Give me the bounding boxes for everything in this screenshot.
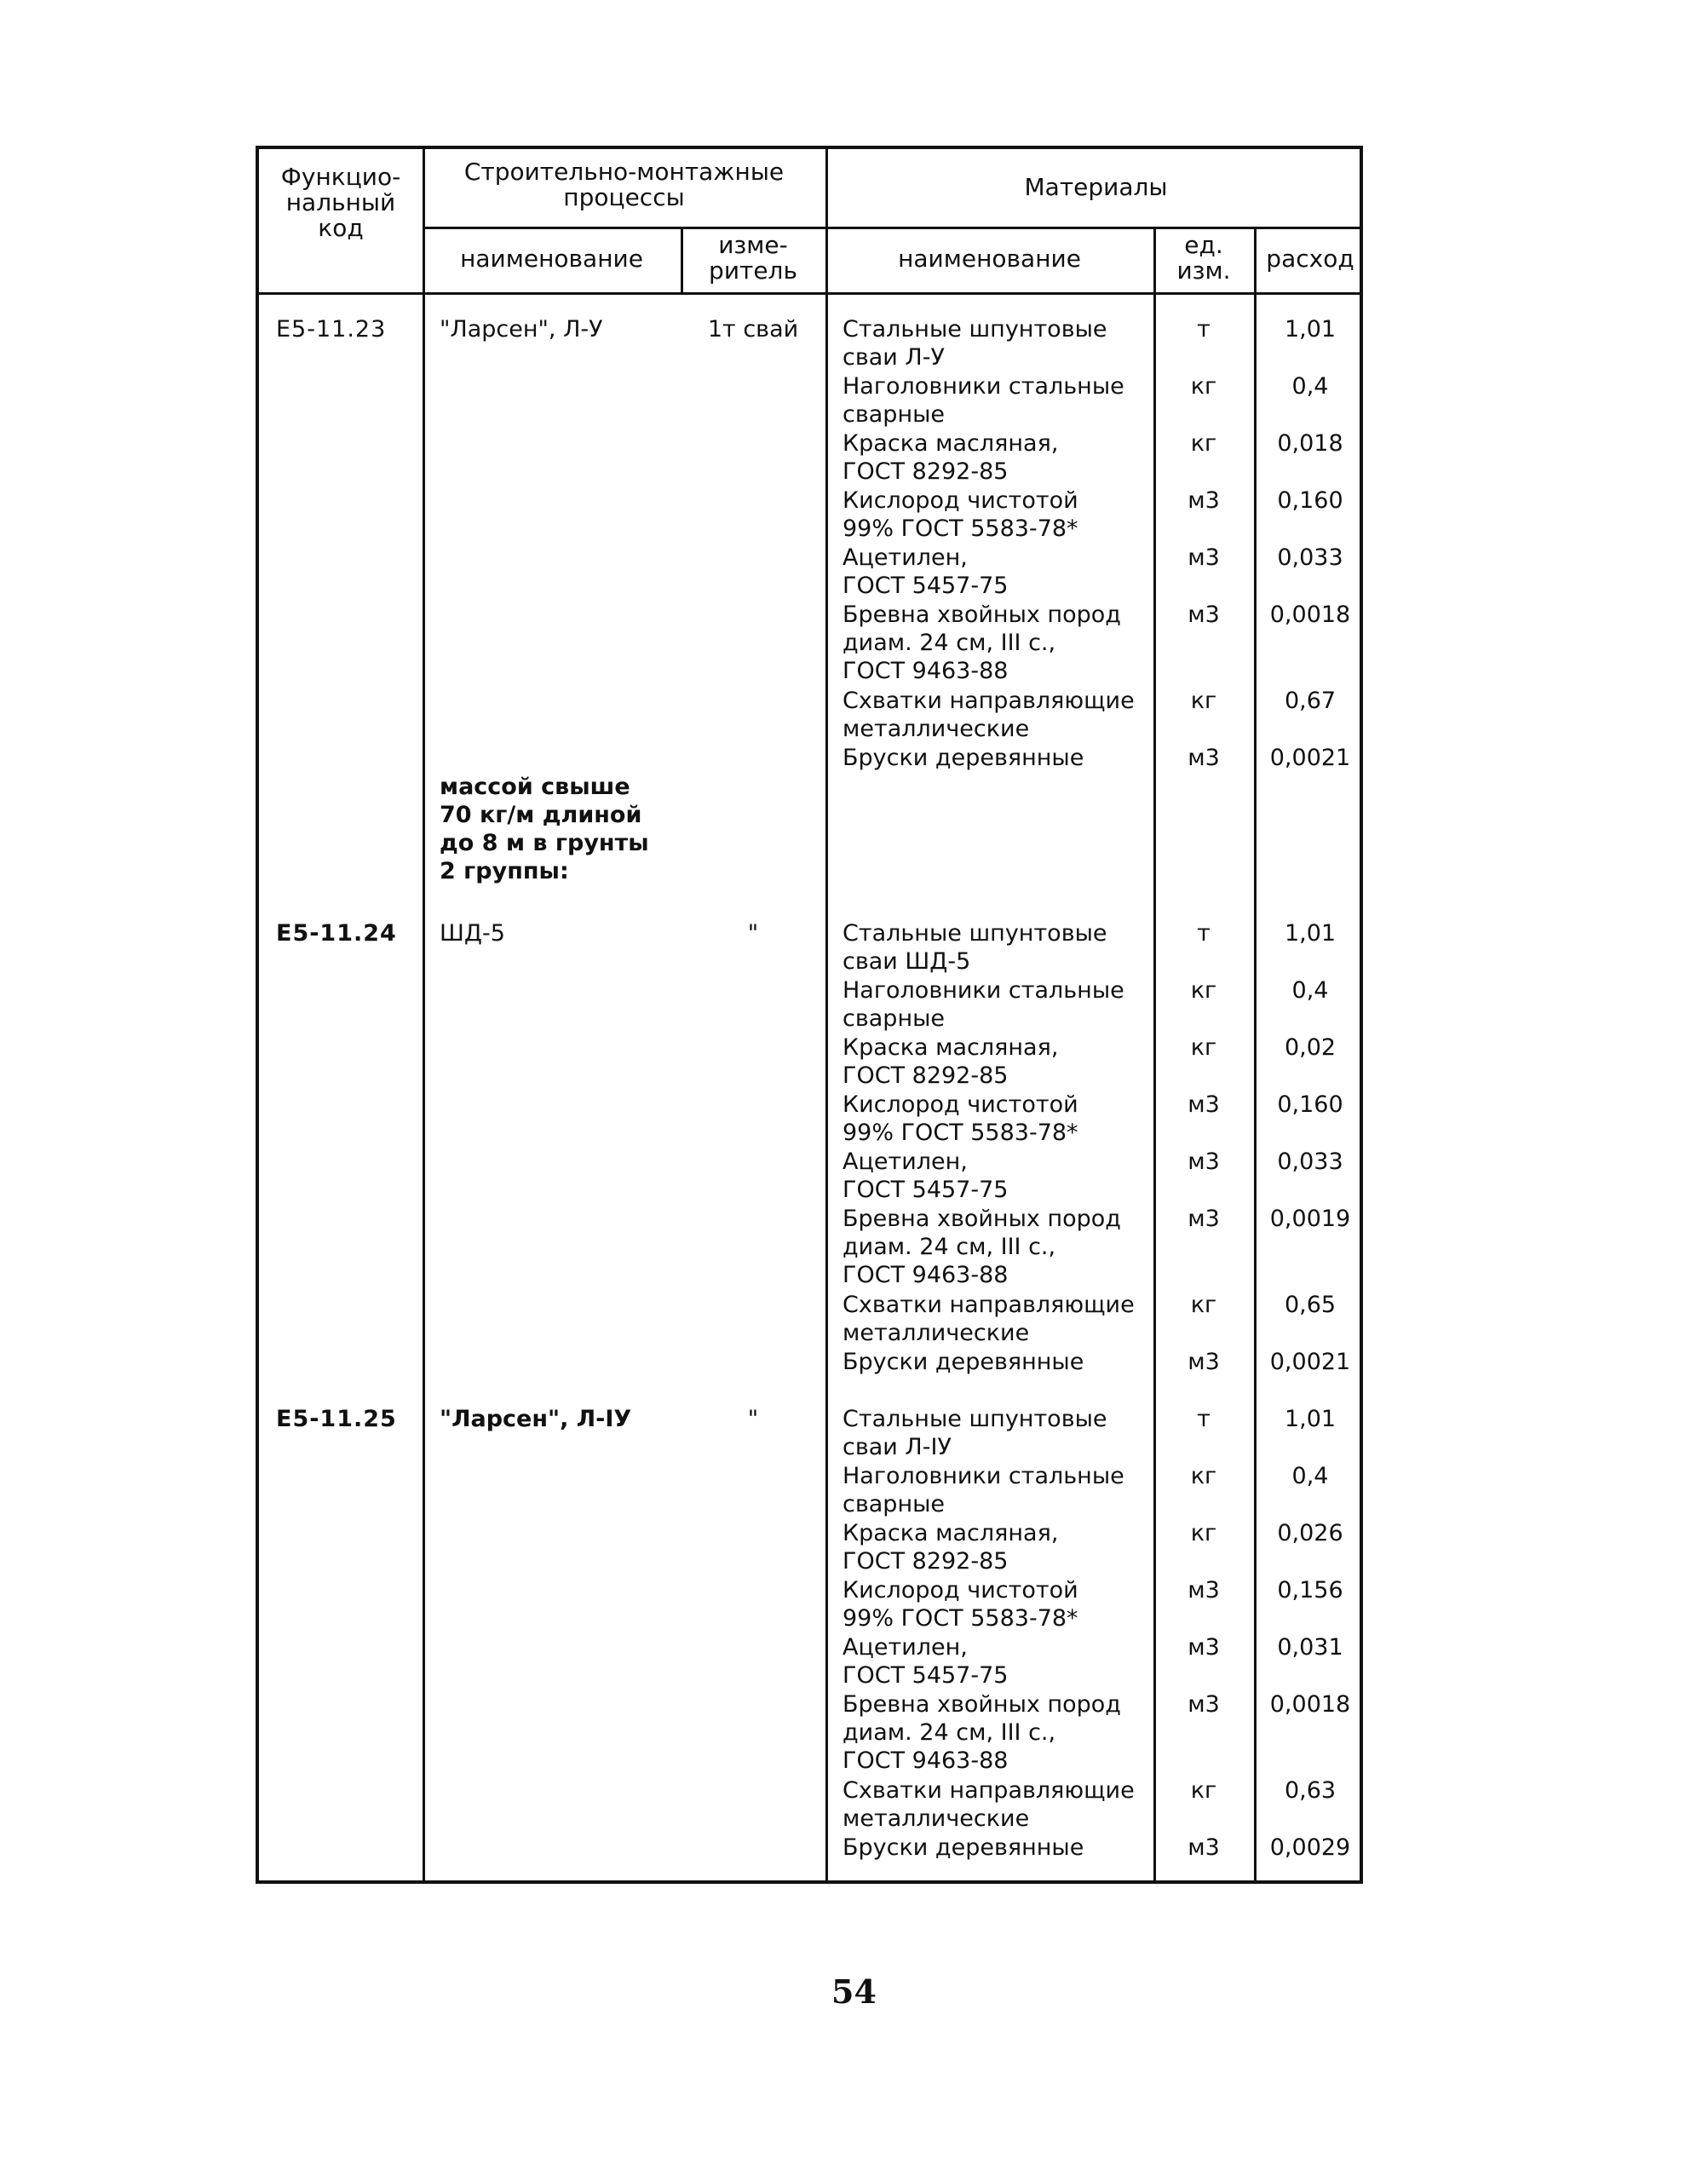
material-unit: м3 bbox=[1188, 744, 1220, 771]
material-qty: 0,4 bbox=[1291, 1463, 1329, 1489]
material-qty: 0,4 bbox=[1291, 977, 1329, 1004]
material-qty: 0,160 bbox=[1277, 487, 1343, 514]
material-unit: м3 bbox=[1188, 1206, 1220, 1232]
header-consumption: расход bbox=[1266, 245, 1354, 273]
material-name: Бруски деревянные bbox=[842, 1834, 1084, 1861]
function-code: Е5-11.25 bbox=[276, 1406, 397, 1432]
material-unit: кг bbox=[1190, 430, 1217, 457]
material-name: Схватки направляющие металлические bbox=[842, 1776, 1135, 1832]
material-name: Бревна хвойных пород диам. 24 см, III с., ГОСТ 9463-88 bbox=[842, 1691, 1121, 1774]
material-unit: м3 bbox=[1188, 487, 1220, 514]
material-unit: м3 bbox=[1188, 1577, 1220, 1603]
header-process-unit: изме- ритель bbox=[709, 231, 797, 285]
material-unit: м3 bbox=[1188, 1834, 1220, 1861]
material-name: Кислород чистотой 99% ГОСТ 5583-78* bbox=[842, 1091, 1078, 1146]
material-name: Схватки направляющие металлические bbox=[842, 1291, 1135, 1346]
process-unit: 1т свай bbox=[707, 316, 799, 343]
material-qty: 1,01 bbox=[1284, 316, 1337, 343]
material-name: Краска масляная, ГОСТ 8292-85 bbox=[842, 1520, 1059, 1575]
material-name: Стальные шпунтовые сваи ШД-5 bbox=[842, 920, 1107, 975]
material-unit: кг bbox=[1190, 1463, 1217, 1489]
material-unit: кг bbox=[1190, 373, 1217, 400]
material-unit: кг bbox=[1190, 1776, 1217, 1804]
function-code: Е5-11.24 bbox=[276, 920, 397, 947]
column-divider bbox=[423, 149, 425, 1880]
material-name: Стальные шпунтовые сваи Л-IУ bbox=[842, 1406, 1107, 1460]
material-name: Бруски деревянные bbox=[842, 744, 1084, 771]
material-qty: 0,018 bbox=[1277, 430, 1343, 457]
process-unit: " bbox=[747, 1406, 759, 1432]
material-name: Краска масляная, ГОСТ 8292-85 bbox=[842, 430, 1059, 485]
material-qty: 0,033 bbox=[1277, 544, 1343, 571]
material-unit: м3 bbox=[1188, 1691, 1220, 1718]
process-unit: " bbox=[747, 920, 759, 947]
material-qty: 0,0018 bbox=[1269, 1691, 1351, 1718]
material-unit: м3 bbox=[1188, 1348, 1220, 1375]
material-unit: кг bbox=[1190, 687, 1217, 714]
material-name: Бревна хвойных пород диам. 24 см, III с., ГОСТ 9463-88 bbox=[842, 1206, 1121, 1288]
header-code: Функцио- нальный код bbox=[280, 163, 401, 242]
material-unit: м3 bbox=[1188, 1091, 1220, 1118]
material-qty: 0,4 bbox=[1291, 373, 1329, 400]
material-name: Бруски деревянные bbox=[842, 1348, 1084, 1375]
header-material-unit: ед. изм. bbox=[1176, 231, 1231, 285]
material-name: Схватки направляющие металлические bbox=[842, 687, 1135, 742]
material-qty: 0,0019 bbox=[1269, 1206, 1351, 1232]
material-unit: кг bbox=[1190, 977, 1217, 1004]
material-qty: 1,01 bbox=[1284, 920, 1337, 947]
materials-table bbox=[256, 146, 1363, 1884]
material-name: Стальные шпунтовые сваи Л-У bbox=[842, 316, 1107, 371]
material-qty: 0,160 bbox=[1277, 1091, 1343, 1118]
material-name: Ацетилен, ГОСТ 5457-75 bbox=[842, 1149, 1009, 1203]
material-unit: кг bbox=[1190, 1520, 1217, 1546]
header-bottom-rule bbox=[259, 292, 1360, 295]
header-material-name: наименование bbox=[898, 245, 1081, 273]
material-qty: 1,01 bbox=[1284, 1406, 1337, 1432]
header-divider bbox=[423, 227, 1360, 229]
column-divider bbox=[825, 149, 828, 1880]
material-unit: м3 bbox=[1188, 544, 1220, 571]
process-name: ШД-5 bbox=[440, 920, 505, 947]
material-qty: 0,0021 bbox=[1269, 744, 1351, 771]
material-qty: 0,0029 bbox=[1269, 1834, 1351, 1861]
header-process-name: наименование bbox=[460, 245, 643, 273]
material-qty: 0,033 bbox=[1277, 1149, 1343, 1175]
page-number: 54 bbox=[831, 1972, 877, 2011]
material-unit: м3 bbox=[1188, 602, 1220, 628]
material-name: Бревна хвойных пород диам. 24 см, III с., ГОСТ 9463-88 bbox=[842, 602, 1121, 684]
material-name: Наголовники стальные сварные bbox=[842, 373, 1124, 428]
process-name: "Ларсен", Л-У bbox=[440, 316, 603, 343]
material-qty: 0,65 bbox=[1284, 1291, 1337, 1318]
material-unit: кг bbox=[1190, 1291, 1217, 1318]
material-qty: 0,026 bbox=[1277, 1520, 1343, 1546]
material-unit: т bbox=[1197, 316, 1211, 343]
material-qty: 0,02 bbox=[1284, 1034, 1337, 1061]
group-note: массой свыше 70 кг/м длиной до 8 м в грунты 2 группы: bbox=[440, 774, 649, 884]
material-qty: 0,67 bbox=[1284, 687, 1337, 714]
material-name: Кислород чистотой 99% ГОСТ 5583-78* bbox=[842, 487, 1078, 542]
material-name: Кислород чистотой 99% ГОСТ 5583-78* bbox=[842, 1577, 1078, 1632]
material-unit: м3 bbox=[1188, 1634, 1220, 1661]
header-materials-group: Материалы bbox=[1024, 173, 1168, 201]
material-qty: 0,63 bbox=[1284, 1776, 1337, 1804]
material-name: Краска масляная, ГОСТ 8292-85 bbox=[842, 1034, 1059, 1089]
material-unit: т bbox=[1197, 920, 1211, 947]
header-process-group: Строительно-монтажные процессы bbox=[463, 158, 785, 211]
material-name: Наголовники стальные сварные bbox=[842, 1463, 1124, 1517]
material-name: Наголовники стальные сварные bbox=[842, 977, 1124, 1032]
function-code: Е5-11.23 bbox=[276, 316, 387, 343]
material-qty: 0,031 bbox=[1277, 1634, 1343, 1661]
material-name: Ацетилен, ГОСТ 5457-75 bbox=[842, 544, 1009, 599]
material-name: Ацетилен, ГОСТ 5457-75 bbox=[842, 1634, 1009, 1689]
material-unit: м3 bbox=[1188, 1149, 1220, 1175]
process-name: "Ларсен", Л-IУ bbox=[440, 1406, 632, 1432]
material-unit: кг bbox=[1190, 1034, 1217, 1061]
material-unit: т bbox=[1197, 1406, 1211, 1432]
material-qty: 0,0021 bbox=[1269, 1348, 1351, 1375]
material-qty: 0,156 bbox=[1277, 1577, 1343, 1603]
material-qty: 0,0018 bbox=[1269, 602, 1351, 628]
